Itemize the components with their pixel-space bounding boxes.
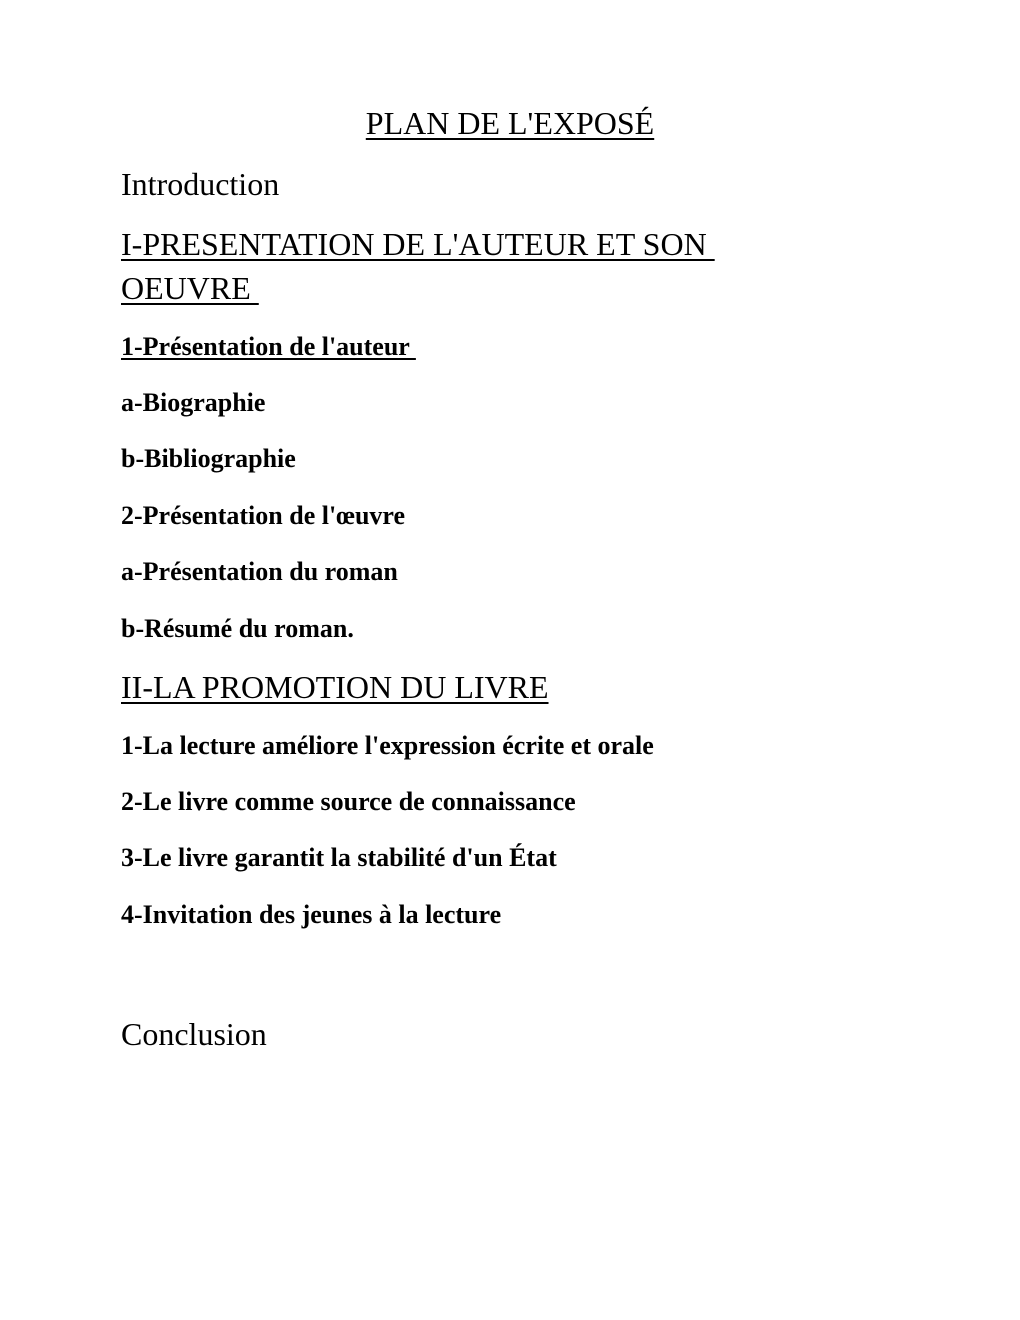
part2-item: 1-La lecture améliore l'expression écrite et orale [121, 731, 654, 760]
part1-sub2-item: a-Présentation du roman [121, 557, 398, 586]
part1-sub1-item: b-Bibliographie [121, 444, 296, 473]
part1-heading-line2: OEUVRE [121, 270, 259, 306]
conclusion-heading: Conclusion [121, 1016, 267, 1052]
introduction-heading: Introduction [121, 166, 280, 202]
part2-heading: II-LA PROMOTION DU LIVRE [121, 669, 549, 705]
part2-item: 2-Le livre comme source de connaissance [121, 787, 576, 816]
part2-item: 4-Invitation des jeunes à la lecture [121, 900, 502, 929]
part1-sub1-item: a-Biographie [121, 388, 266, 417]
page-title: PLAN DE L'EXPOSÉ [365, 105, 655, 141]
part2-item: 3-Le livre garantit la stabilité d'un État [121, 843, 557, 872]
part1-subsection-1: 1-Présentation de l'auteur [121, 332, 416, 361]
part1-heading-line1: I-PRESENTATION DE L'AUTEUR ET SON [121, 226, 715, 262]
part1-subsection-2: 2-Présentation de l'œuvre [121, 501, 406, 530]
part1-sub2-item: b-Résumé du roman. [121, 614, 354, 643]
